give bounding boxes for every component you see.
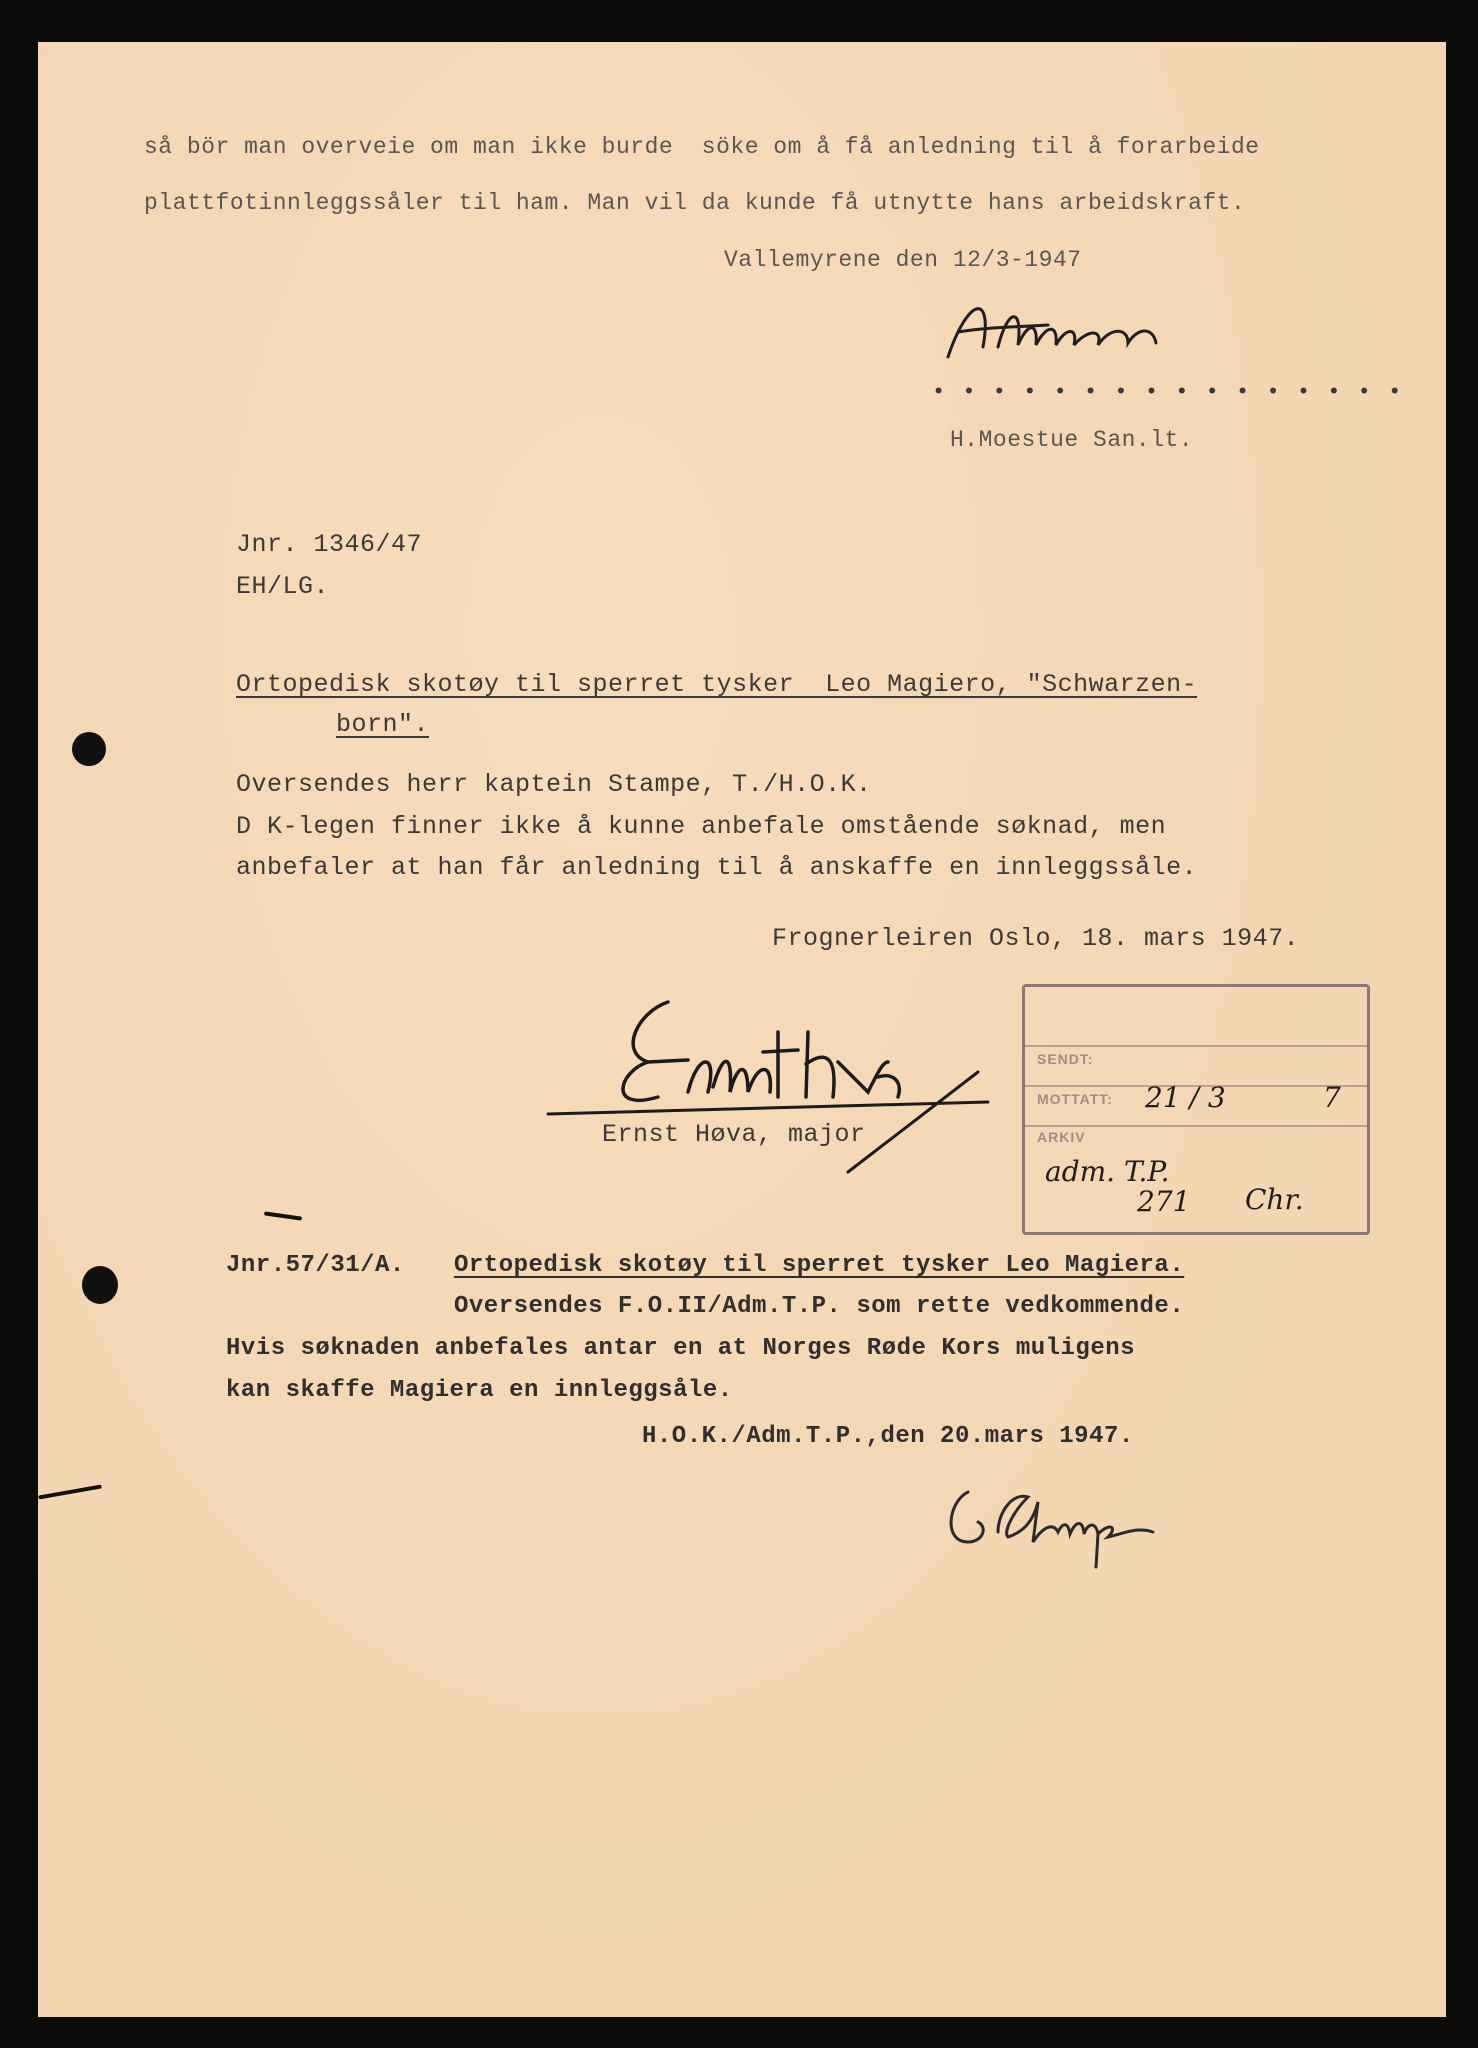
body-line: D K-legen finner ikke å kunne anbefale omstående søknad, men	[236, 812, 1167, 841]
body-line-2: kan skaffe Magiera en innleggsåle.	[226, 1377, 733, 1404]
received-stamp	[1022, 984, 1370, 1235]
reference-initials: EH/LG.	[236, 572, 330, 601]
signatory-hova: Ernst Høva, major	[602, 1120, 866, 1149]
letter-line: så bör man overveie om man ikke burde söke om å få anledning til å forarbeide	[144, 134, 1260, 160]
punch-hole-mark	[72, 732, 106, 766]
signature-moestue	[938, 287, 1218, 377]
stamp-initials: Chr.	[1245, 1183, 1304, 1216]
document-page	[38, 42, 1446, 2017]
signature-hova	[548, 992, 1008, 1192]
signature-stampe	[938, 1472, 1198, 1582]
stamp-mottatt-label: MOTTATT:	[1037, 1091, 1113, 1107]
signature-dotted-line: • • • • • • • • • • • • • • • •	[932, 380, 1404, 405]
stamp-number: 271	[1137, 1185, 1191, 1218]
journal-number-2: Jnr.57/31/A.	[226, 1252, 405, 1279]
subject-line-cont: born".	[336, 710, 430, 739]
punch-hole-mark	[82, 1266, 118, 1304]
stamp-received-date: 21 / 3	[1145, 1081, 1226, 1114]
signatory-moestue: H.Moestue San.lt.	[950, 427, 1194, 453]
stamp-adm-note: adm. T.P.	[1045, 1155, 1170, 1188]
subject-line: Ortopedisk skotøy til sperret tysker Leo Magiero, "Schwarzen-	[236, 670, 1198, 699]
stamp-sendt-label: SENDT:	[1037, 1051, 1094, 1067]
letter-line: plattfotinnleggssåler til ham. Man vil da kunde få utnytte hans arbeidskraft.	[144, 190, 1246, 216]
letter-place-date: Vallemyrene den 12/3-1947	[724, 247, 1082, 273]
stamp-arkiv-label: ARKIV	[1037, 1129, 1086, 1145]
place-date: Frognerleiren Oslo, 18. mars 1947.	[772, 924, 1300, 953]
body-line: anbefaler at han får anledning til å anskaffe en innleggssåle.	[236, 853, 1198, 882]
forwarding-line-2: Oversendes F.O.II/Adm.T.P. som rette vedkommende.	[454, 1293, 1185, 1320]
pencil-tick-mark	[38, 1484, 102, 1499]
place-date-2: H.O.K./Adm.T.P.,den 20.mars 1947.	[642, 1423, 1134, 1450]
subject-line-2: Ortopedisk skotøy til sperret tysker Leo Magiera.	[454, 1252, 1185, 1279]
forwarding-line: Oversendes herr kaptein Stampe, T./H.O.K.	[236, 770, 872, 799]
journal-number: Jnr. 1346/47	[236, 530, 423, 559]
pencil-tick-mark	[264, 1211, 302, 1220]
stamp-received-year-digit: 7	[1323, 1081, 1341, 1114]
body-line-2: Hvis søknaden anbefales antar en at Norges Røde Kors muligens	[226, 1335, 1136, 1362]
